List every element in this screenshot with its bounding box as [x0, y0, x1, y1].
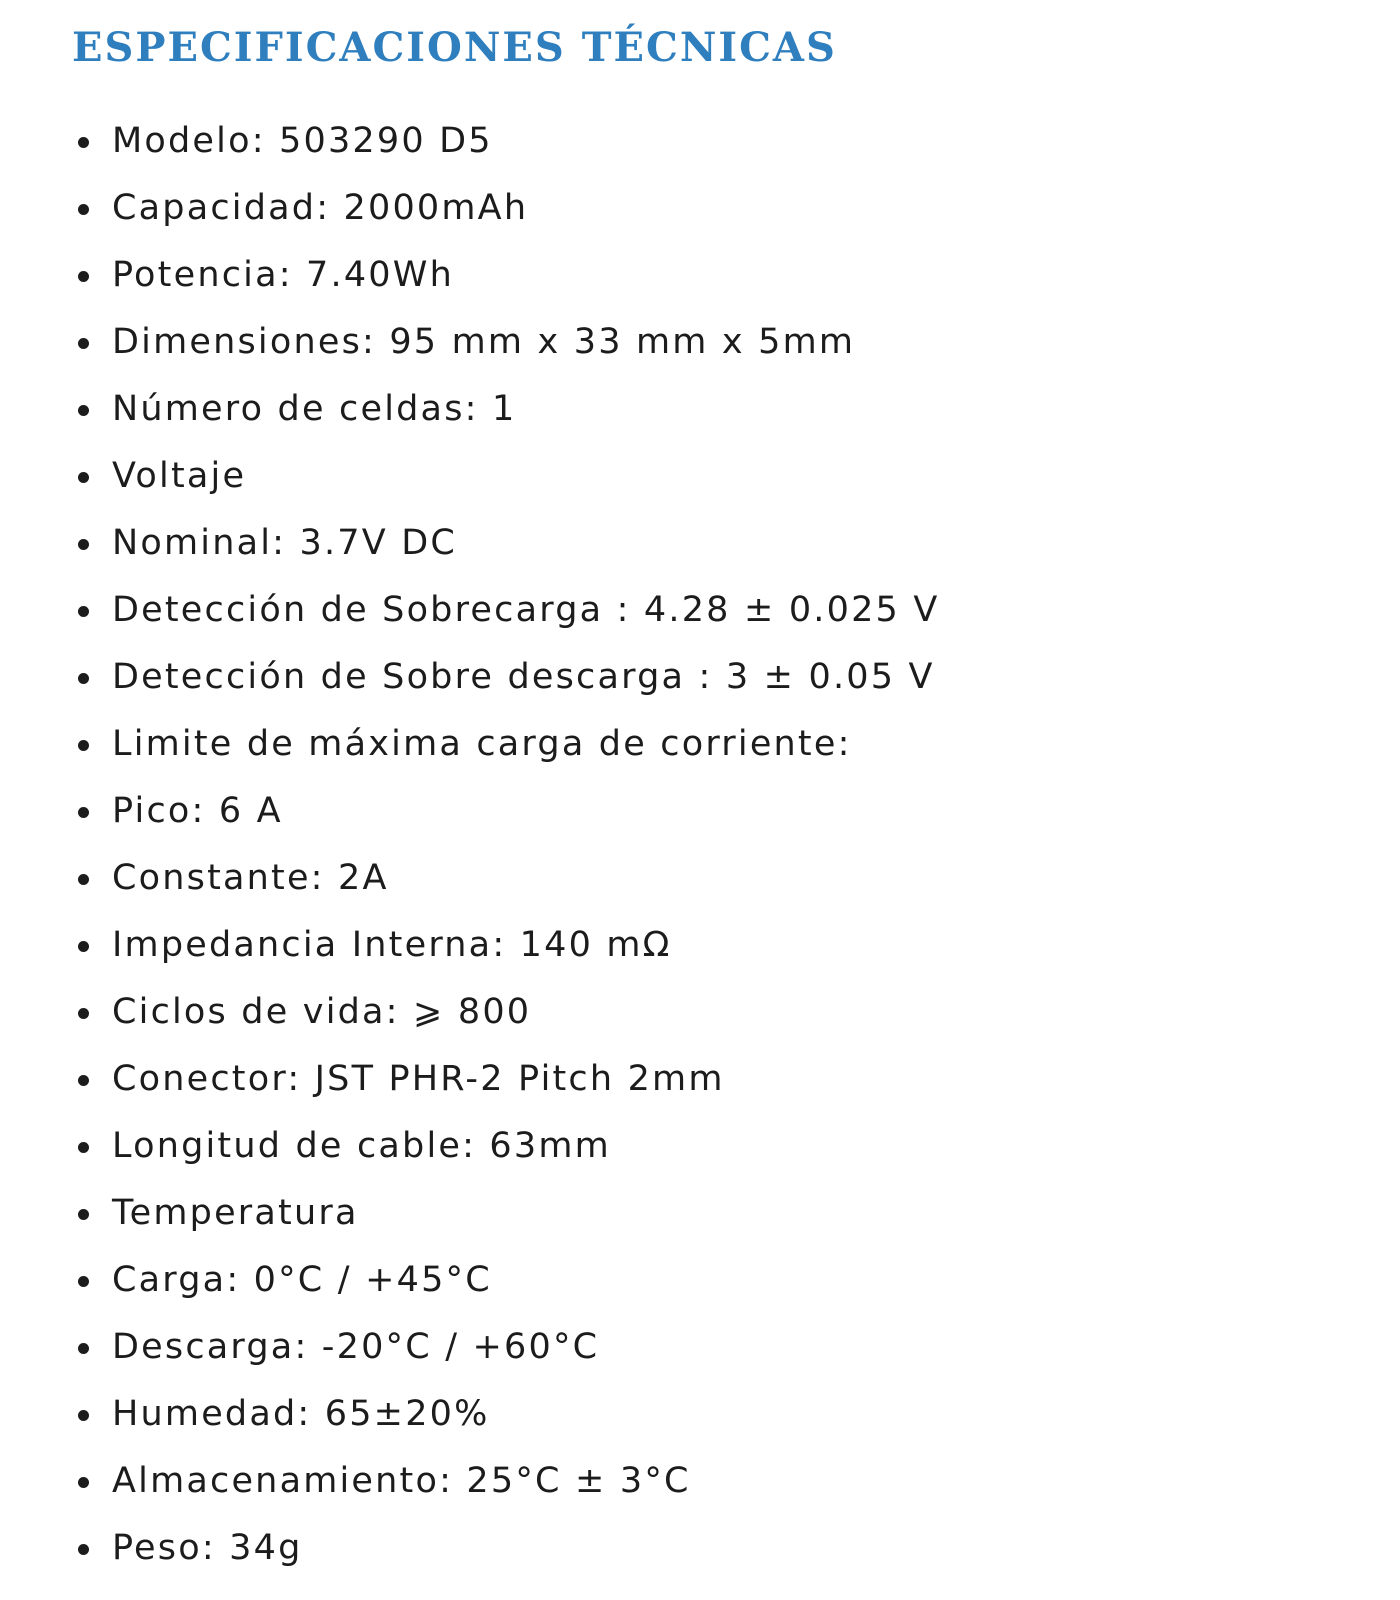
spec-text: Peso: 34g	[112, 1528, 303, 1568]
bullet-icon	[78, 1209, 89, 1220]
spec-item-peso	[72, 1515, 1360, 1582]
spec-item-descarga	[72, 1314, 1360, 1381]
spec-text: Almacenamiento: 25°C ± 3°C	[112, 1461, 691, 1501]
spec-text: Capacidad: 2000mAh	[112, 188, 529, 228]
bullet-icon	[78, 606, 89, 617]
spec-text: Potencia: 7.40Wh	[112, 255, 454, 295]
spec-text: Pico: 6 A	[112, 791, 283, 831]
bullet-icon	[78, 1477, 89, 1488]
spec-item-impedancia	[72, 912, 1360, 979]
spec-item-limite-carga	[72, 711, 1360, 778]
bullet-icon	[78, 1075, 89, 1086]
spec-item-humedad	[72, 1381, 1360, 1448]
spec-item-temperatura	[72, 1180, 1360, 1247]
bullet-icon	[78, 1008, 89, 1019]
spec-item-pico	[72, 778, 1360, 845]
spec-item-modelo	[72, 108, 1360, 175]
bullet-icon	[78, 271, 89, 282]
spec-item-capacidad	[72, 175, 1360, 242]
bullet-icon	[78, 405, 89, 416]
bullet-icon	[78, 204, 89, 215]
spec-text: Impedancia Interna: 140 mΩ	[112, 925, 672, 965]
bullet-icon	[78, 673, 89, 684]
spec-text: Constante: 2A	[112, 858, 389, 898]
spec-text: Temperatura	[112, 1193, 359, 1233]
spec-item-numero-celdas	[72, 376, 1360, 443]
spec-item-dimensiones	[72, 309, 1360, 376]
spec-item-almacenamiento	[72, 1448, 1360, 1515]
spec-text: Número de celdas: 1	[112, 389, 517, 429]
spec-item-nominal	[72, 510, 1360, 577]
spec-item-conector	[72, 1046, 1360, 1113]
spec-item-sobrecarga	[72, 577, 1360, 644]
spec-text: Descarga: -20°C / +60°C	[112, 1327, 600, 1367]
bullet-icon	[78, 807, 89, 818]
spec-text: Conector: JST PHR-2 Pitch 2mm	[112, 1059, 725, 1099]
spec-text: Voltaje	[112, 456, 247, 496]
spec-item-sobre-descarga	[72, 644, 1360, 711]
specifications-section	[72, 18, 1360, 1582]
spec-text: Nominal: 3.7V DC	[112, 523, 458, 563]
bullet-icon	[78, 740, 89, 751]
spec-text: Dimensiones: 95 mm x 33 mm x 5mm	[112, 322, 856, 362]
spec-item-potencia	[72, 242, 1360, 309]
spec-text: Detección de Sobrecarga : 4.28 ± 0.025 V	[112, 590, 940, 630]
bullet-icon	[78, 1343, 89, 1354]
spec-text: Modelo: 503290 D5	[112, 121, 493, 161]
bullet-icon	[78, 1410, 89, 1421]
bullet-icon	[78, 137, 89, 148]
spec-item-voltaje	[72, 443, 1360, 510]
spec-text: Humedad: 65±20%	[112, 1394, 490, 1434]
bullet-icon	[78, 539, 89, 550]
spec-text: Detección de Sobre descarga : 3 ± 0.05 V	[112, 657, 935, 697]
spec-list	[72, 108, 1360, 1582]
spec-item-ciclos-vida	[72, 979, 1360, 1046]
spec-text: Ciclos de vida: ⩾ 800	[112, 992, 532, 1032]
bullet-icon	[78, 941, 89, 952]
bullet-icon	[78, 1276, 89, 1287]
bullet-icon	[78, 1544, 89, 1555]
bullet-icon	[78, 874, 89, 885]
spec-text: Carga: 0°C / +45°C	[112, 1260, 492, 1300]
bullet-icon	[78, 472, 89, 483]
spec-text: Limite de máxima carga de corriente:	[112, 724, 852, 764]
spec-text: Longitud de cable: 63mm	[112, 1126, 611, 1166]
bullet-icon	[78, 338, 89, 349]
spec-item-longitud-cable	[72, 1113, 1360, 1180]
spec-item-carga	[72, 1247, 1360, 1314]
bullet-icon	[78, 1142, 89, 1153]
spec-item-constante	[72, 845, 1360, 912]
section-title: ESPECIFICACIONES TÉCNICAS	[72, 24, 837, 71]
